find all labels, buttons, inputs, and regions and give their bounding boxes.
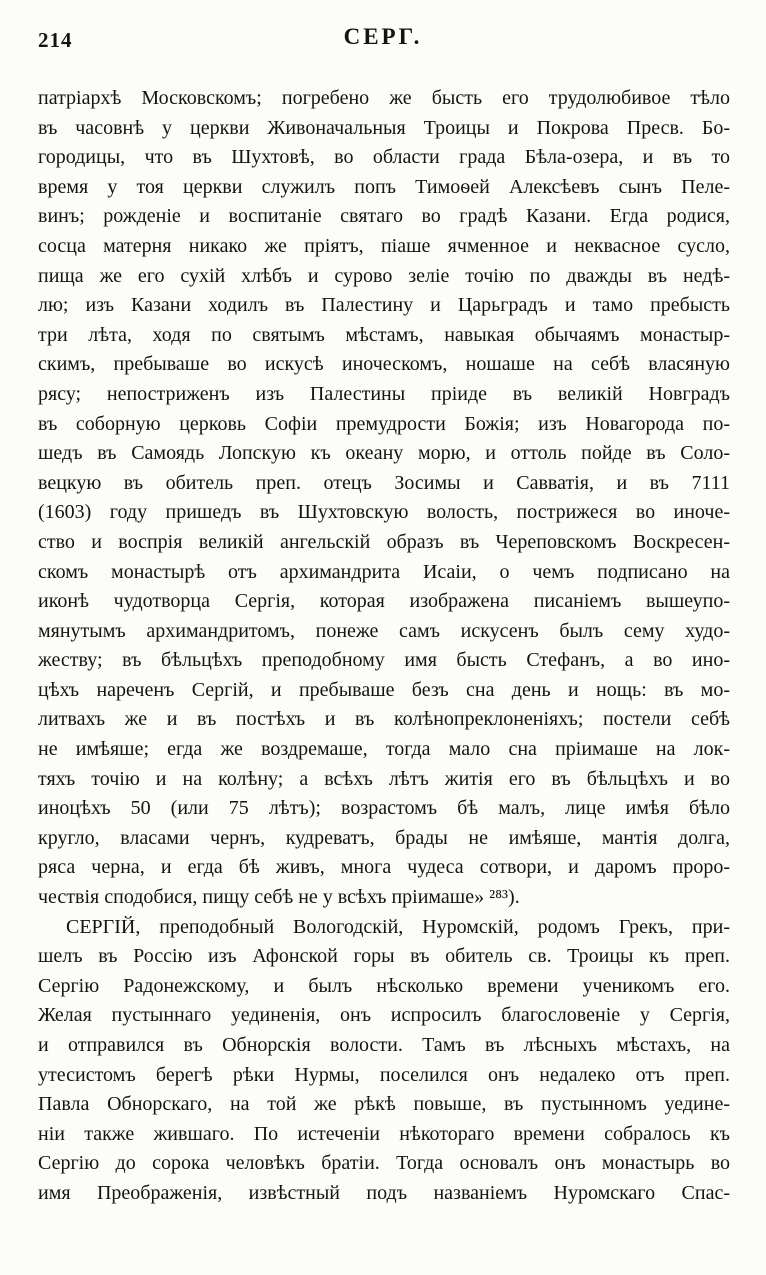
text-line: скимъ, пребываше во искусѣ иноческомъ, ношаше на себѣ власяную bbox=[38, 353, 730, 376]
text-line: лю; изъ Казани ходилъ въ Палестину и Царьградъ и тамо пребысть bbox=[38, 294, 730, 317]
text-line: ніи также жившаго. По истеченіи нѣкотораго времени собралось къ bbox=[38, 1122, 730, 1145]
text-line: иконѣ чудотворца Сергія, которая изображена писаніемъ вышеупо- bbox=[38, 590, 730, 613]
text-line: Сергію Радонежскому, и былъ нѣсколько времени ученикомъ его. bbox=[38, 974, 730, 997]
text-line: чествія сподобися, пищу себѣ не у всѣхъ пріимаше» ²⁸³). bbox=[38, 886, 520, 909]
text-line: мянутымъ архимандритомъ, понеже самъ искусенъ былъ сему худо- bbox=[38, 619, 730, 642]
text-line: тяхъ точію и на колѣну; а всѣхъ лѣтъ житія его въ бѣльцѣхъ и во bbox=[38, 767, 730, 790]
text-line: шедъ въ Самоядь Лопскую къ океану морю, и оттоль пойде въ Соло- bbox=[38, 442, 730, 465]
text-line: скомъ монастырѣ отъ архимандрита Исаіи, о чемъ подписано на bbox=[38, 560, 730, 583]
text-line: литвахъ же и въ постѣхъ и въ колѣнопреклоненіяхъ; постели себѣ bbox=[38, 708, 730, 731]
text-line: утесистомъ берегѣ рѣки Нурмы, поселился онъ недалеко отъ преп. bbox=[38, 1063, 730, 1086]
text-line: ряса черна, и егда бѣ живъ, многа чудеса сотвори, и даромъ проро- bbox=[38, 856, 730, 879]
text-line: въ часовнѣ у церкви Живоначальныя Троицы и Покрова Пресв. Бо- bbox=[38, 116, 730, 139]
paragraph bbox=[38, 84, 730, 913]
text-line: сосца матерня никако же пріятъ, піаше ячменное и неквасное сусло, bbox=[38, 234, 730, 257]
text-line: патріархѣ Московскомъ; погребено же бысть его трудолюбивое тѣло bbox=[38, 87, 730, 109]
text-line: въ соборную церковь Софіи премудрости Божія; изъ Новагорода по- bbox=[38, 412, 730, 435]
text-line: время у тоя церкви служилъ попъ Тимоѳей Алексѣевъ сынъ Пеле- bbox=[38, 175, 730, 198]
text-line: не имѣяше; егда же воздремаше, тогда мало сна пріимаше на лок- bbox=[38, 738, 730, 761]
text-line: ство и воспрія великій ангельскій образъ въ Череповскомъ Воскресен- bbox=[38, 530, 730, 553]
text-line: кругло, власами чернъ, кудреватъ, брады не имѣяше, мантія долга, bbox=[38, 826, 730, 849]
text-line: имя Преображенія, извѣстный подъ названіемъ Нуромскаго Спас- bbox=[38, 1181, 730, 1204]
text-line: цѣхъ нареченъ Сергій, и пребываше безъ сна день и нощь: въ мо- bbox=[38, 678, 730, 701]
text-line: Желая пустыннаго уединенія, онъ испросилъ благословеніе у Сергія, bbox=[38, 1004, 730, 1027]
text-line: жеству; въ бѣльцѣхъ преподобному имя бысть Стефанъ, а во ино- bbox=[38, 649, 730, 672]
text-line: вецкую въ обитель преп. отецъ Зосимы и Савватія, и въ 7111 bbox=[38, 471, 730, 494]
text-line: Сергію до сорока человѣкъ братіи. Тогда основалъ онъ монастырь во bbox=[38, 1152, 730, 1175]
running-title: СЕРГ. bbox=[343, 24, 423, 49]
text-line: городицы, что въ Шухтовѣ, во области града Бѣла-озера, и въ то bbox=[38, 146, 730, 169]
page-header bbox=[0, 0, 766, 84]
text-column bbox=[0, 84, 766, 1209]
text-line: рясу; непостриженъ изъ Палестины пріиде въ великій Новградъ bbox=[38, 382, 730, 405]
text-line: и отправился въ Обнорскія волости. Тамъ въ лѣсныхъ мѣстахъ, на bbox=[38, 1034, 730, 1056]
text-line: пища же его сухій хлѣбъ и сурово зеліе точію по дважды въ недѣ- bbox=[38, 264, 730, 287]
text-line: три лѣта, ходя по святымъ мѣстамъ, навыкая обычаямъ монастыр- bbox=[38, 323, 730, 346]
text-line: иноцѣхъ 50 (или 75 лѣтъ); возрастомъ бѣ малъ, лице имѣя бѣло bbox=[38, 797, 730, 820]
page-number: 214 bbox=[38, 28, 73, 52]
text-line: шелъ въ Россію изъ Афонской горы въ обитель св. Троицы къ преп. bbox=[38, 945, 730, 968]
text-line: винъ; рожденіе и воспитаніе святаго во градѣ Казани. Егда родися, bbox=[38, 205, 730, 228]
text-line: (1603) году пришедъ въ Шухтовскую волость, пострижеся во иноче- bbox=[38, 501, 730, 524]
paragraph bbox=[38, 913, 730, 1209]
text-line: Павла Обнорскаго, на той же рѣкѣ повыше, въ пустынномъ уедине- bbox=[38, 1093, 730, 1116]
text-line: СЕРГІЙ, преподобный Вологодскій, Нуромскій, родомъ Грекъ, при- bbox=[66, 915, 730, 938]
